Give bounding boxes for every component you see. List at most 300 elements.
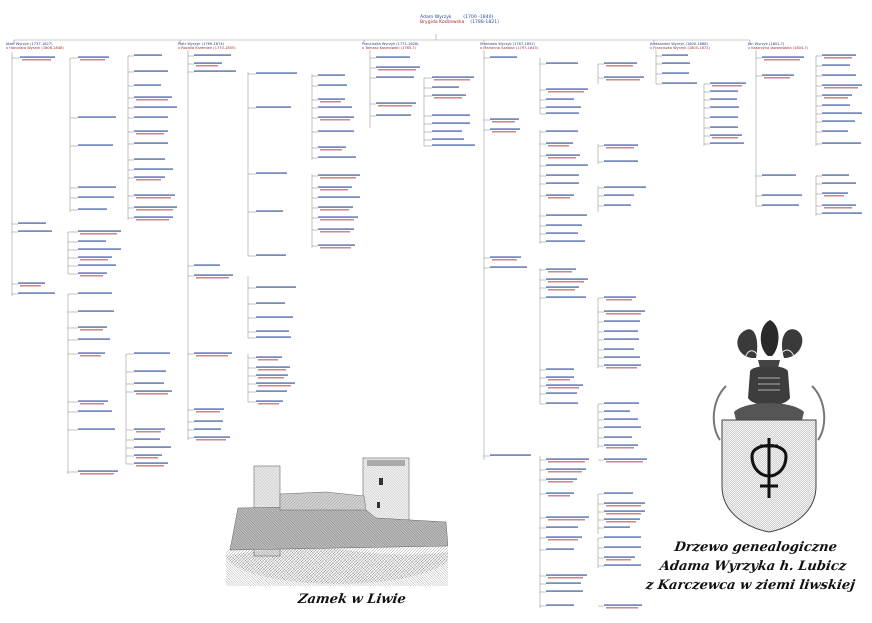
- descendant-name-mark: [546, 376, 574, 377]
- descendant-spouse-mark: [196, 355, 228, 356]
- descendant-name-mark: [134, 194, 175, 195]
- descendant-spouse-mark: [824, 97, 848, 98]
- descendant-name-mark: [432, 122, 470, 123]
- descendant-name-mark: [78, 410, 112, 411]
- descendant-name-mark: [822, 182, 856, 183]
- descendant-name-mark: [194, 436, 230, 437]
- descendant-spouse-mark: [320, 209, 349, 210]
- descendant-spouse-mark: [548, 471, 582, 472]
- descendant-name-mark: [546, 574, 587, 575]
- descendant-name-mark: [546, 232, 578, 233]
- title-line-1: Drzewo genealogiczne: [673, 540, 838, 555]
- descendant-name-mark: [604, 194, 634, 195]
- descendant-spouse-mark: [764, 77, 790, 78]
- descendant-spouse-mark: [606, 79, 640, 80]
- descendant-name-mark: [78, 428, 115, 429]
- descendant-name-mark: [256, 330, 289, 331]
- descendant-name-mark: [134, 130, 168, 131]
- descendant-name-mark: [78, 264, 116, 265]
- descendant-name-mark: [604, 510, 645, 511]
- descendant-name-mark: [604, 364, 641, 365]
- descendant-name-mark: [194, 274, 233, 275]
- descendant-name-mark: [604, 186, 646, 187]
- descendant-spouse-mark: [606, 607, 638, 608]
- descendant-name-mark: [134, 428, 165, 429]
- descendant-spouse-mark: [136, 465, 164, 466]
- coat-of-arms-lubicz: [706, 316, 832, 534]
- descendant-spouse-mark: [824, 207, 852, 208]
- descendant-name-mark: [546, 368, 574, 369]
- descendant-spouse-mark: [320, 231, 350, 232]
- descendant-name-mark: [432, 94, 466, 95]
- descendant-name-mark: [822, 104, 850, 105]
- descendant-spouse-mark: [548, 91, 584, 92]
- descendant-name-mark: [822, 94, 852, 95]
- descendant-name-mark: [134, 96, 172, 97]
- descendant-name-mark: [318, 106, 352, 107]
- descendant-name-mark: [376, 114, 411, 115]
- descendant-spouse-mark: [378, 69, 416, 70]
- descendant-name-mark: [604, 556, 635, 557]
- descendant-name-mark: [78, 292, 112, 293]
- descendant-spouse-mark: [196, 439, 226, 440]
- descendant-name-mark: [604, 564, 641, 565]
- descendant-name-mark: [662, 54, 688, 55]
- descendant-name-mark: [134, 216, 173, 217]
- descendant-name-mark: [318, 146, 346, 147]
- descendant-spouse-mark: [606, 513, 641, 514]
- descendant-name-mark: [546, 286, 579, 287]
- descendant-name-mark: [546, 88, 588, 89]
- child-spouse: x Katarzyna Jaworowska (1804-?): [748, 46, 808, 51]
- descendant-name-mark: [20, 56, 55, 57]
- child-name: Stanisław Wyrzyk (1787-1852): [480, 42, 536, 46]
- descendant-spouse-mark: [548, 145, 569, 146]
- descendant-spouse-mark: [80, 259, 108, 260]
- descendant-name-mark: [318, 74, 345, 75]
- descendant-spouse-mark: [80, 403, 104, 404]
- descendant-name-mark: [822, 142, 861, 143]
- descendant-name-mark: [78, 326, 107, 327]
- descendant-name-mark: [256, 286, 296, 287]
- descendant-name-mark: [604, 418, 638, 419]
- descendant-name-mark: [256, 336, 291, 337]
- descendant-name-mark: [662, 62, 690, 63]
- descendant-name-mark: [318, 98, 345, 99]
- knight-helmet: [734, 366, 804, 420]
- descendant-name-mark: [822, 112, 862, 113]
- descendant-name-mark: [546, 402, 578, 403]
- descendant-name-mark: [546, 590, 583, 591]
- descendant-name-mark: [134, 352, 170, 353]
- descendant-spouse-mark: [548, 197, 570, 198]
- descendant-name-mark: [604, 296, 636, 297]
- descendant-spouse-mark: [824, 195, 844, 196]
- descendant-name-mark: [490, 56, 517, 57]
- descendant-name-mark: [604, 402, 639, 403]
- descendant-name-mark: [194, 70, 236, 71]
- descendant-name-mark: [78, 352, 105, 353]
- title-line-2: Adama Wyrzyka h. Lubicz: [658, 559, 848, 574]
- descendant-name-mark: [318, 186, 352, 187]
- descendant-name-mark: [546, 548, 574, 549]
- descendant-name-mark: [256, 356, 282, 357]
- descendant-name-mark: [432, 86, 459, 87]
- descendant-spouse-mark: [136, 133, 164, 134]
- descendant-name-mark: [546, 478, 577, 479]
- descendant-name-mark: [78, 272, 107, 273]
- descendant-name-mark: [78, 208, 107, 209]
- descendant-name-mark: [546, 458, 589, 459]
- descendant-spouse-mark: [80, 233, 117, 234]
- descendant-name-mark: [490, 128, 520, 129]
- descendant-name-mark: [604, 426, 641, 427]
- descendant-name-mark: [604, 436, 632, 437]
- descendant-name-mark: [490, 256, 521, 257]
- descendant-name-mark: [318, 156, 356, 157]
- descendant-spouse-mark: [320, 149, 342, 150]
- descendant-name-mark: [318, 174, 360, 175]
- descendant-name-mark: [376, 76, 414, 77]
- descendant-spouse-mark: [606, 367, 637, 368]
- descendant-name-mark: [78, 470, 118, 471]
- descendant-name-mark: [432, 114, 470, 115]
- descendant-name-mark: [134, 438, 160, 439]
- descendant-name-mark: [256, 366, 290, 367]
- descendant-name-mark: [256, 210, 283, 211]
- descendant-name-mark: [78, 116, 116, 117]
- descendant-name-mark: [256, 382, 295, 383]
- descendant-name-mark: [134, 142, 168, 143]
- descendant-spouse-mark: [196, 277, 229, 278]
- castle-caption: Zamek w Liwie: [296, 592, 407, 607]
- descendant-name-mark: [134, 454, 162, 455]
- descendant-name-mark: [822, 84, 862, 85]
- descendant-name-mark: [490, 118, 519, 119]
- descendant-name-mark: [822, 120, 855, 121]
- descendant-name-mark: [256, 400, 283, 401]
- descendant-spouse-mark: [606, 147, 634, 148]
- descendant-name-mark: [78, 240, 106, 241]
- descendant-name-mark: [18, 292, 55, 293]
- descendant-name-mark: [546, 224, 582, 225]
- heraldic-shield: [722, 420, 816, 532]
- descendant-name-mark: [134, 158, 165, 159]
- descendant-spouse-mark: [824, 57, 852, 58]
- descendant-name-mark: [710, 134, 742, 135]
- descendant-name-mark: [256, 106, 291, 107]
- descendant-name-mark: [604, 204, 631, 205]
- descendant-spouse-mark: [258, 377, 284, 378]
- descendant-name-mark: [710, 82, 746, 83]
- descendant-spouse-mark: [548, 539, 578, 540]
- descendant-name-mark: [134, 168, 173, 169]
- descendant-name-mark: [822, 74, 856, 75]
- descendant-name-mark: [490, 266, 527, 267]
- descendant-name-mark: [604, 458, 647, 459]
- descendant-spouse-mark: [606, 559, 631, 560]
- child-name: Józef Wyrzyk (1737-1827): [6, 42, 53, 46]
- descendant-name-mark: [546, 392, 577, 393]
- descendant-name-mark: [134, 84, 161, 85]
- descendant-name-mark: [604, 62, 637, 63]
- descendant-name-mark: [546, 582, 581, 583]
- descendant-name-mark: [604, 502, 645, 503]
- descendant-name-mark: [134, 70, 168, 71]
- descendant-spouse-mark: [258, 385, 291, 386]
- descendant-name-mark: [78, 310, 114, 311]
- descendant-name-mark: [546, 384, 583, 385]
- descendant-spouse-mark: [320, 101, 341, 102]
- descendant-name-mark: [256, 302, 285, 303]
- descendant-name-mark: [432, 130, 462, 131]
- descendant-spouse-mark: [378, 105, 412, 106]
- descendant-spouse-mark: [712, 137, 738, 138]
- descendant-name-mark: [194, 420, 223, 421]
- descendant-name-mark: [78, 400, 108, 401]
- descendant-name-mark: [546, 604, 574, 605]
- descendant-spouse-mark: [606, 65, 633, 66]
- descendant-name-mark: [546, 174, 579, 175]
- descendant-name-mark: [546, 526, 578, 527]
- descendant-name-mark: [546, 106, 581, 107]
- descendant-spouse-mark: [548, 519, 585, 520]
- descendant-spouse-mark: [80, 355, 101, 356]
- descendant-spouse-mark: [196, 411, 220, 412]
- descendant-name-mark: [78, 338, 110, 339]
- descendant-spouse-mark: [606, 521, 636, 522]
- descendant-name-mark: [546, 468, 586, 469]
- descendant-name-mark: [78, 248, 121, 249]
- descendant-name-mark: [762, 174, 796, 175]
- descendant-spouse-mark: [320, 177, 356, 178]
- descendant-name-mark: [256, 316, 293, 317]
- descendant-name-mark: [710, 106, 739, 107]
- descendant-spouse-mark: [136, 99, 168, 100]
- descendant-name-mark: [546, 536, 582, 537]
- descendant-name-mark: [432, 144, 475, 145]
- ostrich-feathers: [737, 320, 802, 358]
- descendant-name-mark: [604, 536, 641, 537]
- descendant-spouse-mark: [434, 97, 462, 98]
- descendant-spouse-mark: [20, 285, 41, 286]
- descendant-name-mark: [318, 130, 354, 131]
- descendant-name-mark: [546, 516, 589, 517]
- descendant-spouse-mark: [258, 403, 279, 404]
- descendant-name-mark: [318, 228, 354, 229]
- descendant-name-mark: [604, 330, 638, 331]
- descendant-spouse-mark: [22, 59, 51, 60]
- descendant-name-mark: [710, 98, 737, 99]
- descendant-name-mark: [18, 222, 46, 223]
- descendant-name-mark: [604, 518, 640, 519]
- descendant-name-mark: [134, 106, 177, 107]
- descendant-name-mark: [604, 546, 641, 547]
- descendant-spouse-mark: [80, 59, 105, 60]
- descendant-name-mark: [822, 212, 862, 213]
- child-name: Jan Wyrzyk (1801-?): [748, 42, 785, 46]
- descendant-name-mark: [134, 54, 162, 55]
- descendant-name-mark: [546, 492, 574, 493]
- descendant-spouse-mark: [258, 369, 286, 370]
- descendant-name-mark: [546, 296, 586, 297]
- descendant-spouse-mark: [80, 473, 114, 474]
- descendant-name-mark: [546, 98, 574, 99]
- descendant-spouse-mark: [258, 359, 278, 360]
- descendant-name-mark: [604, 410, 630, 411]
- descendant-spouse-mark: [136, 431, 161, 432]
- descendant-spouse-mark: [196, 65, 218, 66]
- descendant-name-mark: [78, 196, 114, 197]
- descendant-name-mark: [134, 370, 166, 371]
- descendant-name-mark: [822, 54, 856, 55]
- descendant-spouse-mark: [136, 219, 169, 220]
- descendant-name-mark: [318, 116, 354, 117]
- child-spouse: x Tomasz Kosmowski (1765-?): [362, 46, 416, 51]
- descendant-name-mark: [318, 206, 353, 207]
- descendant-name-mark: [78, 186, 116, 187]
- descendant-name-mark: [194, 62, 222, 63]
- descendant-spouse-mark: [320, 247, 351, 248]
- descendant-name-mark: [546, 154, 580, 155]
- descendant-name-mark: [194, 264, 220, 265]
- descendant-name-mark: [822, 204, 856, 205]
- descendant-name-mark: [432, 76, 474, 77]
- descendant-name-mark: [762, 194, 802, 195]
- descendant-name-mark: [546, 240, 585, 241]
- descendant-spouse-mark: [80, 329, 103, 330]
- descendant-name-mark: [134, 446, 171, 447]
- descendant-spouse-mark: [320, 189, 348, 190]
- descendant-name-mark: [546, 278, 588, 279]
- descendant-spouse-mark: [320, 119, 350, 120]
- descendant-name-mark: [134, 206, 177, 207]
- descendant-name-mark: [18, 230, 52, 231]
- descendant-name-mark: [134, 116, 168, 117]
- descendant-name-mark: [822, 64, 850, 65]
- descendant-name-mark: [822, 130, 848, 131]
- descendant-name-mark: [134, 390, 172, 391]
- descendant-name-mark: [256, 172, 287, 173]
- descendant-name-mark: [490, 454, 531, 455]
- descendant-name-mark: [604, 492, 633, 493]
- descendant-spouse-mark: [492, 131, 516, 132]
- root-name: Adam Wyrzyk: [420, 15, 452, 20]
- descendant-spouse-mark: [606, 505, 641, 506]
- descendant-name-mark: [604, 604, 642, 605]
- descendant-name-mark: [604, 310, 645, 311]
- descendant-name-mark: [546, 142, 573, 143]
- castle-illustration: [226, 436, 448, 586]
- descendant-name-mark: [604, 356, 640, 357]
- child-name: Aleksander Wyrzyk (1800-1888): [650, 42, 708, 46]
- child-spouse: x Marianna Szalska (1797-1845): [480, 46, 539, 51]
- descendant-name-mark: [134, 176, 165, 177]
- descendant-spouse-mark: [136, 457, 158, 458]
- child-spouse: x Rozalia Krzemień (1770-1855): [178, 46, 236, 51]
- descendant-spouse-mark: [606, 299, 632, 300]
- descendant-name-mark: [546, 214, 587, 215]
- descendant-spouse-mark: [548, 387, 579, 388]
- child-name: Franciszka Wyrzyk (1771-1828): [362, 42, 419, 46]
- descendant-name-mark: [256, 72, 297, 73]
- child-spouse: x Honorata Wyrzyk (1806-1848): [6, 46, 64, 51]
- descendant-name-mark: [432, 138, 464, 139]
- descendant-name-mark: [662, 82, 697, 83]
- descendant-name-mark: [318, 84, 347, 85]
- descendant-name-mark: [604, 320, 640, 321]
- descendant-name-mark: [710, 90, 738, 91]
- descendant-name-mark: [546, 112, 579, 113]
- descendant-spouse-mark: [548, 577, 583, 578]
- descendant-name-mark: [710, 126, 738, 127]
- descendant-name-mark: [194, 54, 231, 55]
- descendant-name-mark: [256, 374, 288, 375]
- descendant-name-mark: [662, 72, 689, 73]
- descendant-name-mark: [604, 338, 639, 339]
- descendant-name-mark: [256, 254, 286, 255]
- descendant-name-mark: [194, 428, 221, 429]
- descendant-name-mark: [78, 56, 109, 57]
- descendant-spouse-mark: [548, 495, 570, 496]
- descendant-name-mark: [762, 74, 794, 75]
- descendant-spouse-mark: [606, 313, 641, 314]
- descendant-name-mark: [762, 204, 799, 205]
- descendant-name-mark: [78, 144, 113, 145]
- descendant-name-mark: [134, 382, 164, 383]
- descendant-name-mark: [194, 408, 224, 409]
- descendant-name-mark: [546, 130, 578, 131]
- descendant-name-mark: [546, 182, 579, 183]
- root-spouse: Brygida Kodzewska: [420, 20, 465, 26]
- descendant-name-mark: [376, 66, 420, 67]
- descendant-name-mark: [762, 56, 804, 57]
- descendant-name-mark: [18, 282, 45, 283]
- descendant-name-mark: [376, 56, 410, 57]
- descendant-spouse-mark: [136, 197, 171, 198]
- root-spouse-dates: (1788-1821): [470, 20, 499, 26]
- child-spouse: x Franciszka Wyrzyk (1805-1872): [650, 46, 710, 51]
- descendant-name-mark: [604, 144, 638, 145]
- descendant-name-mark: [318, 196, 360, 197]
- descendant-spouse-mark: [548, 289, 575, 290]
- descendant-spouse-mark: [824, 87, 858, 88]
- descendant-name-mark: [78, 230, 121, 231]
- descendant-name-mark: [604, 526, 630, 527]
- tree-title: [636, 538, 870, 595]
- descendant-spouse-mark: [492, 121, 515, 122]
- descendant-name-mark: [134, 462, 168, 463]
- descendant-spouse-mark: [606, 461, 643, 462]
- descendant-name-mark: [318, 244, 355, 245]
- descendant-spouse-mark: [548, 379, 570, 380]
- descendant-spouse-mark: [136, 179, 161, 180]
- descendant-name-mark: [256, 390, 287, 391]
- descendant-name-mark: [546, 164, 588, 165]
- descendant-spouse-mark: [136, 393, 168, 394]
- descendant-name-mark: [376, 102, 416, 103]
- descendant-spouse-mark: [80, 275, 103, 276]
- descendant-name-mark: [710, 116, 738, 117]
- descendant-name-mark: [604, 444, 638, 445]
- descendant-name-mark: [822, 174, 849, 175]
- descendant-spouse-mark: [136, 209, 173, 210]
- descendant-name-mark: [822, 192, 848, 193]
- descendant-spouse-mark: [320, 219, 354, 220]
- descendant-name-mark: [604, 76, 644, 77]
- descendant-name-mark: [604, 348, 634, 349]
- descendant-spouse-mark: [764, 59, 800, 60]
